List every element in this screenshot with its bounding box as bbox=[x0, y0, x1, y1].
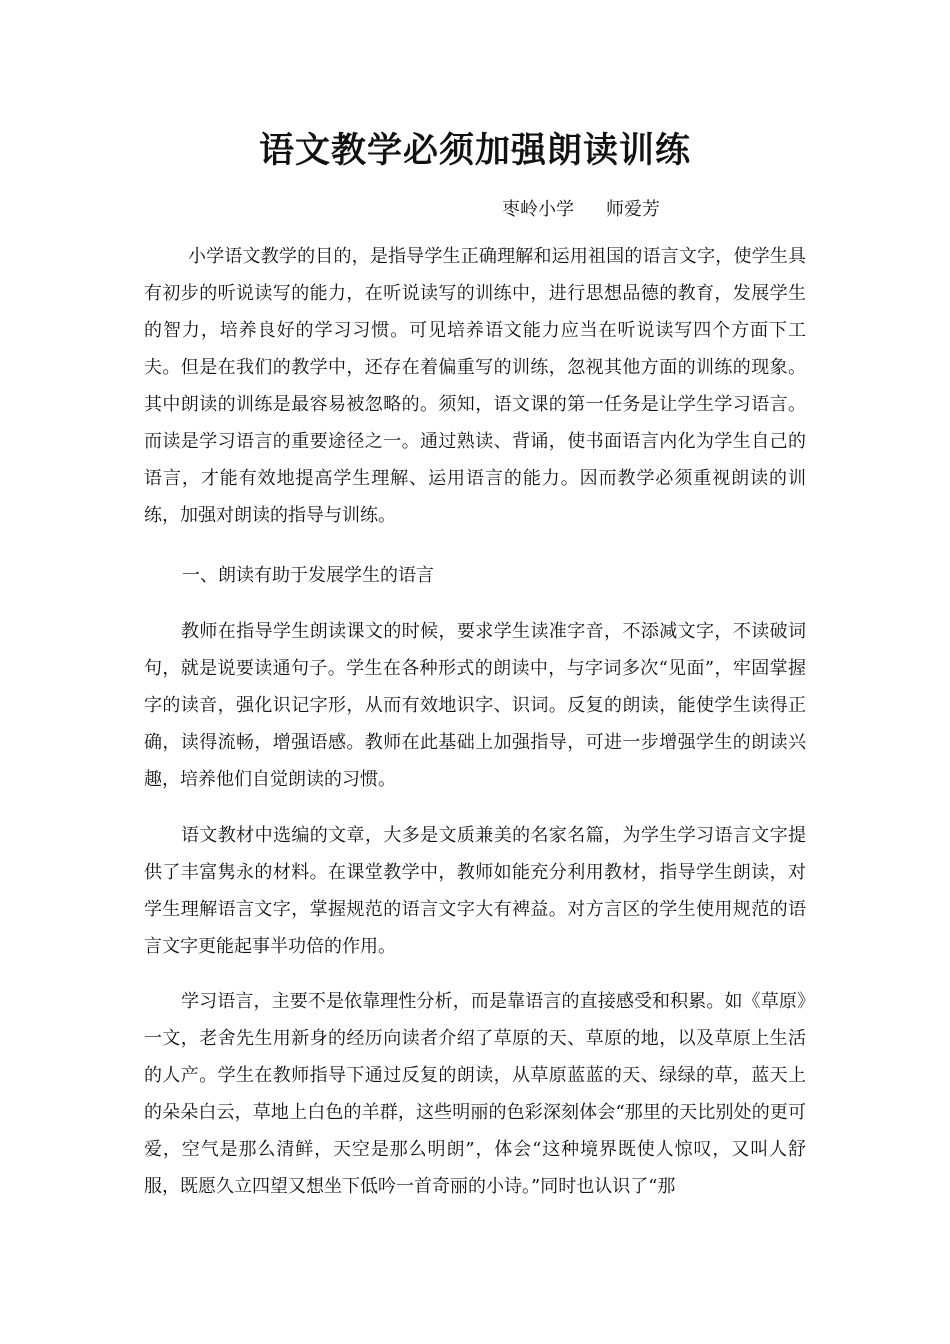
body-paragraph: 教师在指导学生朗读课文的时候，要求学生读准字音，不添减文字，不读破词句，就是说要读通句子。学生在各种形式的朗读中，与字词多次“见面”，牢固掌握字的读音，强化识记字形，从而有效地识字、识词。反复的朗读，能使学生读得正确，读得流畅，增强语感。教师在此基础上加强指导，可进一步增强学生的朗读兴趣，培养他们自觉朗读的习惯。 bbox=[144, 621, 806, 790]
intro-paragraph: 小学语文教学的目的，是指导学生正确理解和运用祖国的语言文字，使学生具有初步的听说读写的能力，在听说读写的训练中，进行思想品德的教育，发展学生的智力，培养良好的学习习惯。可见培养语文能力应当在听说读写四个方面下工夫。但是在我们的教学中，还存在着偏重写的训练，忽视其他方面的训练的现象。其中朗读的训练是最容易被忽略的。须知，语文课的第一任务是让学生学习语言。而读是学习语言的重要途径之一。通过熟读、背诵，使书面语言内化为学生自己的语言，才能有效地提高学生理解、运用语言的能力。因而教学必须重视朗读的训练，加强对朗读的指导与训练。 bbox=[144, 246, 806, 526]
author-name: 师爱芳 bbox=[606, 199, 660, 220]
byline bbox=[502, 196, 660, 224]
body-paragraph: 语文教材中选编的文章，大多是文质兼美的名家名篇，为学生学习语言文字提供了丰富隽永的材料。在课堂教学中，教师如能充分利用教材，指导学生朗读，对学生理解语言文字，掌握规范的语言文字大有裨益。对方言区的学生使用规范的语言文字更能起事半功倍的作用。 bbox=[144, 825, 806, 957]
body-paragraph: 学习语言，主要不是依靠理性分析，而是靠语言的直接感受和积累。如《草原》一文，老舍先生用新身的经历向读者介绍了草原的天、草原的地，以及草原上生活的人产。学生在教师指导下通过反复的朗读，从草原蓝蓝的天、绿绿的草，蓝天上的朵朵白云，草地上白色的羊群，这些明丽的色彩深刻体会“那里的天比别处的更可爱，空气是那么清鲜，天空是那么明朗”，体会“这种境界既使人惊叹，又叫人舒服，既愿久立四望又想坐下低吟一首奇丽的小诗。”同时也认识了“那 bbox=[144, 991, 806, 1197]
school-name: 枣岭小学 bbox=[502, 199, 574, 220]
document-title: 语文教学必须加强朗读训练 bbox=[258, 130, 691, 171]
section-heading: 一、朗读有助于发展学生的语言 bbox=[182, 565, 434, 586]
